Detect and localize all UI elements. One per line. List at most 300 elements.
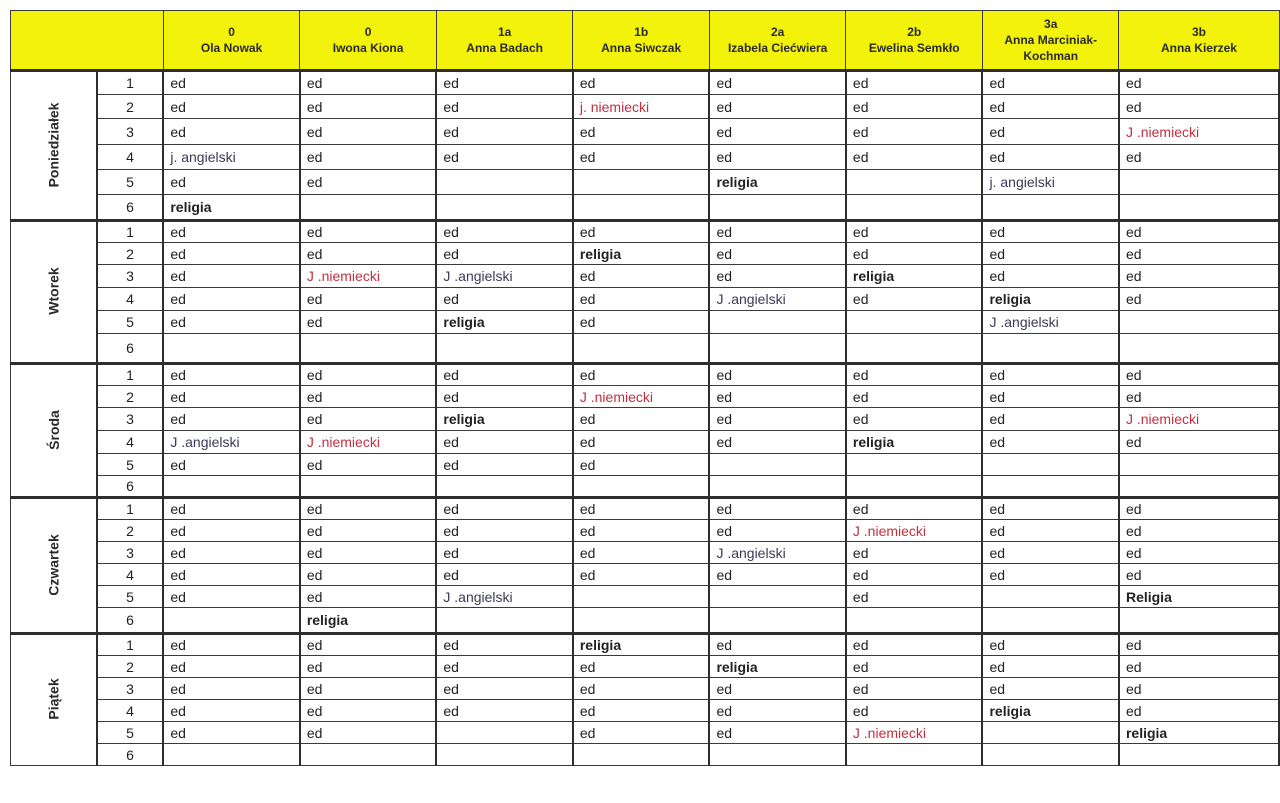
lesson-cell: ed: [709, 700, 845, 722]
lesson-cell: ed: [709, 634, 845, 656]
lesson-cell: Religia: [1119, 586, 1279, 608]
lesson-cell: ed: [163, 288, 299, 311]
lesson-cell: ed: [300, 288, 437, 311]
lesson-row: [11, 744, 1280, 766]
lesson-row: [11, 408, 1280, 431]
lesson-cell: ed: [300, 243, 437, 265]
lesson-cell: religia: [163, 195, 299, 221]
lesson-cell: ed: [163, 386, 299, 408]
lesson-cell: ed: [436, 678, 572, 700]
lesson-cell: ed: [163, 221, 299, 243]
class-code: 2a: [770, 25, 785, 39]
class-teacher: Anna Marciniak-Kochman: [1004, 33, 1098, 63]
lesson-number: 3: [97, 408, 164, 431]
header-corner: [11, 11, 164, 71]
lesson-cell: ed: [573, 364, 710, 386]
lesson-cell: [436, 744, 572, 766]
lesson-cell: J .niemiecki: [846, 520, 983, 542]
lesson-row: [11, 265, 1280, 288]
lesson-cell: ed: [300, 520, 437, 542]
lesson-cell: ed: [436, 119, 572, 145]
lesson-cell: religia: [573, 243, 710, 265]
class-header: [573, 11, 710, 71]
lesson-cell: [1119, 608, 1279, 634]
lesson-number: 5: [97, 722, 164, 744]
lesson-row: [11, 119, 1280, 145]
lesson-number: 4: [97, 431, 164, 454]
lesson-row: [11, 431, 1280, 454]
lesson-number: 5: [97, 311, 164, 334]
lesson-cell: ed: [163, 634, 299, 656]
lesson-cell: ed: [982, 520, 1118, 542]
class-code: 1b: [634, 25, 649, 39]
day-name: Piątek: [45, 678, 62, 720]
lesson-cell: ed: [982, 145, 1118, 170]
lesson-cell: [982, 722, 1118, 744]
lesson-cell: [846, 476, 983, 498]
lesson-cell: ed: [1119, 634, 1279, 656]
lesson-cell: ed: [436, 634, 572, 656]
lesson-cell: ed: [300, 564, 437, 586]
lesson-cell: [300, 476, 437, 498]
lesson-row: [11, 586, 1280, 608]
lesson-cell: religia: [436, 311, 572, 334]
lesson-number: 3: [97, 542, 164, 564]
lesson-cell: J .niemiecki: [1119, 408, 1279, 431]
lesson-cell: ed: [982, 221, 1118, 243]
lesson-cell: ed: [300, 542, 437, 564]
lesson-cell: religia: [709, 656, 845, 678]
lesson-cell: ed: [846, 364, 983, 386]
lesson-cell: [709, 454, 845, 476]
day-name: Poniedziałek: [45, 102, 62, 187]
lesson-cell: [982, 608, 1118, 634]
lesson-cell: [982, 744, 1118, 766]
lesson-row: [11, 608, 1280, 634]
lesson-cell: [163, 608, 299, 634]
lesson-cell: ed: [1119, 95, 1279, 119]
lesson-cell: ed: [300, 71, 437, 95]
lesson-cell: ed: [982, 408, 1118, 431]
class-header: [709, 11, 845, 71]
lesson-cell: ed: [1119, 564, 1279, 586]
lesson-cell: ed: [709, 722, 845, 744]
lesson-cell: [436, 608, 572, 634]
lesson-cell: ed: [436, 564, 572, 586]
lesson-number: 3: [97, 265, 164, 288]
class-code: 1a: [497, 25, 512, 39]
lesson-number: 2: [97, 243, 164, 265]
class-header: [846, 11, 983, 71]
lesson-number: 1: [97, 71, 164, 95]
lesson-cell: [1119, 195, 1279, 221]
lesson-cell: [846, 608, 983, 634]
class-header: [982, 11, 1118, 71]
lesson-cell: J .angielski: [436, 586, 572, 608]
lesson-cell: J .angielski: [709, 542, 845, 564]
class-teacher: Iwona Kiona: [332, 41, 404, 55]
lesson-cell: ed: [709, 564, 845, 586]
lesson-cell: ed: [163, 71, 299, 95]
lesson-number: 2: [97, 386, 164, 408]
lesson-cell: ed: [846, 678, 983, 700]
lesson-cell: ed: [846, 586, 983, 608]
lesson-cell: ed: [1119, 265, 1279, 288]
lesson-cell: [982, 195, 1118, 221]
lesson-cell: ed: [1119, 288, 1279, 311]
timetable: [10, 10, 1280, 766]
lesson-cell: religia: [709, 170, 845, 195]
lesson-cell: [436, 476, 572, 498]
lesson-cell: ed: [709, 243, 845, 265]
lesson-cell: ed: [163, 95, 299, 119]
lesson-number: 4: [97, 145, 164, 170]
lesson-cell: ed: [846, 95, 983, 119]
lesson-cell: ed: [709, 408, 845, 431]
lesson-cell: ed: [573, 71, 710, 95]
lesson-number: 2: [97, 95, 164, 119]
lesson-cell: ed: [163, 656, 299, 678]
lesson-cell: ed: [982, 431, 1118, 454]
lesson-cell: ed: [300, 634, 437, 656]
lesson-cell: ed: [163, 265, 299, 288]
lesson-cell: [982, 586, 1118, 608]
lesson-cell: ed: [982, 678, 1118, 700]
lesson-cell: ed: [163, 454, 299, 476]
class-header: [300, 11, 437, 71]
lesson-number: 6: [97, 608, 164, 634]
lesson-cell: ed: [436, 454, 572, 476]
class-code: 2b: [907, 25, 922, 39]
lesson-number: 5: [97, 586, 164, 608]
lesson-cell: ed: [709, 364, 845, 386]
lesson-cell: [436, 170, 572, 195]
lesson-cell: [982, 476, 1118, 498]
lesson-cell: ed: [163, 170, 299, 195]
lesson-cell: ed: [436, 288, 572, 311]
lesson-cell: ed: [709, 221, 845, 243]
lesson-cell: ed: [300, 656, 437, 678]
lesson-cell: religia: [982, 288, 1118, 311]
lesson-cell: ed: [1119, 431, 1279, 454]
lesson-cell: J .niemiecki: [300, 431, 437, 454]
lesson-cell: [709, 744, 845, 766]
lesson-cell: ed: [846, 564, 983, 586]
lesson-cell: [709, 608, 845, 634]
class-teacher: Ewelina Semkło: [868, 41, 960, 55]
lesson-cell: ed: [300, 722, 437, 744]
timetable-body: [11, 71, 1280, 766]
lesson-cell: ed: [436, 364, 572, 386]
lesson-cell: j. angielski: [982, 170, 1118, 195]
class-teacher: Anna Siwczak: [601, 41, 682, 55]
lesson-row: [11, 386, 1280, 408]
lesson-cell: [982, 454, 1118, 476]
lesson-cell: [573, 170, 710, 195]
lesson-cell: J .niemiecki: [846, 722, 983, 744]
lesson-cell: ed: [573, 700, 710, 722]
lesson-cell: ed: [846, 243, 983, 265]
lesson-cell: religia: [1119, 722, 1279, 744]
day-label-cell: [11, 71, 97, 221]
lesson-cell: ed: [300, 95, 437, 119]
lesson-cell: [709, 195, 845, 221]
lesson-cell: ed: [1119, 71, 1279, 95]
lesson-cell: ed: [300, 170, 437, 195]
lesson-row: [11, 364, 1280, 386]
day-name: Środa: [45, 409, 62, 450]
lesson-number: 1: [97, 498, 164, 520]
lesson-cell: [1119, 311, 1279, 334]
lesson-row: [11, 221, 1280, 243]
lesson-cell: ed: [163, 542, 299, 564]
lesson-cell: j. angielski: [163, 145, 299, 170]
class-code: 3a: [1044, 17, 1058, 31]
lesson-cell: [573, 608, 710, 634]
lesson-cell: ed: [573, 119, 710, 145]
class-teacher: Anna Kierzek: [1160, 41, 1237, 55]
lesson-row: [11, 145, 1280, 170]
lesson-cell: ed: [846, 119, 983, 145]
lesson-cell: ed: [709, 678, 845, 700]
lesson-cell: ed: [1119, 656, 1279, 678]
lesson-cell: [846, 311, 983, 334]
lesson-cell: ed: [300, 221, 437, 243]
lesson-cell: ed: [982, 656, 1118, 678]
lesson-row: [11, 542, 1280, 564]
lesson-number: 6: [97, 476, 164, 498]
lesson-cell: religia: [573, 634, 710, 656]
day-label-cell: [11, 221, 97, 364]
lesson-row: [11, 243, 1280, 265]
lesson-cell: ed: [573, 145, 710, 170]
lesson-cell: religia: [436, 408, 572, 431]
lesson-cell: [573, 744, 710, 766]
lesson-cell: ed: [163, 119, 299, 145]
lesson-number: 1: [97, 634, 164, 656]
lesson-cell: ed: [573, 454, 710, 476]
lesson-cell: ed: [982, 498, 1118, 520]
lesson-cell: ed: [573, 408, 710, 431]
lesson-number: 6: [97, 744, 164, 766]
lesson-cell: j. niemiecki: [573, 95, 710, 119]
class-teacher: Izabela Ciećwiera: [727, 41, 828, 55]
lesson-row: [11, 454, 1280, 476]
lesson-cell: J .angielski: [709, 288, 845, 311]
lesson-cell: ed: [163, 498, 299, 520]
lesson-cell: ed: [982, 386, 1118, 408]
lesson-cell: [436, 334, 572, 364]
lesson-cell: ed: [573, 678, 710, 700]
lesson-cell: ed: [436, 386, 572, 408]
lesson-cell: ed: [436, 243, 572, 265]
lesson-cell: J .niemiecki: [573, 386, 710, 408]
lesson-cell: [300, 744, 437, 766]
class-code: 0: [228, 25, 235, 39]
lesson-cell: religia: [982, 700, 1118, 722]
lesson-cell: ed: [982, 634, 1118, 656]
class-header: [436, 11, 572, 71]
lesson-number: 4: [97, 700, 164, 722]
lesson-cell: ed: [573, 542, 710, 564]
lesson-cell: ed: [300, 678, 437, 700]
lesson-cell: religia: [300, 608, 437, 634]
lesson-cell: ed: [573, 288, 710, 311]
lesson-cell: ed: [709, 119, 845, 145]
lesson-cell: ed: [1119, 145, 1279, 170]
lesson-cell: ed: [300, 311, 437, 334]
lesson-cell: ed: [846, 221, 983, 243]
lesson-cell: ed: [300, 145, 437, 170]
class-header: [163, 11, 299, 71]
lesson-cell: [846, 744, 983, 766]
lesson-row: [11, 71, 1280, 95]
lesson-row: [11, 700, 1280, 722]
day-label-cell: [11, 634, 97, 766]
lesson-cell: ed: [300, 408, 437, 431]
lesson-cell: ed: [1119, 678, 1279, 700]
lesson-number: 5: [97, 170, 164, 195]
lesson-cell: ed: [436, 656, 572, 678]
lesson-number: 4: [97, 564, 164, 586]
day-label-cell: [11, 364, 97, 498]
lesson-cell: ed: [436, 700, 572, 722]
lesson-row: [11, 334, 1280, 364]
lesson-cell: ed: [709, 386, 845, 408]
day-name: Wtorek: [45, 267, 62, 315]
day-label-cell: [11, 498, 97, 634]
lesson-cell: [573, 195, 710, 221]
class-code: 0: [364, 25, 372, 39]
lesson-cell: J .niemiecki: [300, 265, 437, 288]
lesson-number: 3: [97, 119, 164, 145]
lesson-cell: ed: [709, 265, 845, 288]
lesson-number: 2: [97, 656, 164, 678]
lesson-row: [11, 288, 1280, 311]
lesson-cell: ed: [300, 454, 437, 476]
lesson-cell: ed: [709, 95, 845, 119]
lesson-cell: ed: [573, 311, 710, 334]
lesson-cell: ed: [982, 265, 1118, 288]
lesson-cell: ed: [709, 71, 845, 95]
lesson-cell: [573, 334, 710, 364]
lesson-cell: religia: [846, 265, 983, 288]
lesson-cell: ed: [163, 678, 299, 700]
lesson-cell: [1119, 454, 1279, 476]
lesson-cell: ed: [300, 386, 437, 408]
lesson-cell: [163, 334, 299, 364]
lesson-cell: ed: [573, 498, 710, 520]
lesson-cell: [436, 195, 572, 221]
lesson-cell: ed: [163, 408, 299, 431]
lesson-number: 4: [97, 288, 164, 311]
lesson-cell: ed: [846, 408, 983, 431]
lesson-cell: ed: [982, 364, 1118, 386]
lesson-cell: ed: [1119, 386, 1279, 408]
lesson-cell: [709, 334, 845, 364]
lesson-cell: ed: [163, 564, 299, 586]
lesson-cell: J .angielski: [982, 311, 1118, 334]
timetable-sheet: [10, 10, 1280, 766]
lesson-cell: [1119, 334, 1279, 364]
lesson-cell: ed: [573, 520, 710, 542]
lesson-cell: ed: [846, 542, 983, 564]
lesson-cell: ed: [1119, 700, 1279, 722]
lesson-cell: ed: [436, 95, 572, 119]
lesson-cell: religia: [846, 431, 983, 454]
lesson-row: [11, 520, 1280, 542]
header-row: [11, 11, 1280, 71]
lesson-cell: J .angielski: [436, 265, 572, 288]
lesson-cell: ed: [573, 656, 710, 678]
lesson-cell: [300, 334, 437, 364]
lesson-cell: ed: [1119, 364, 1279, 386]
class-teacher: Anna Badach: [466, 41, 543, 55]
lesson-cell: ed: [300, 364, 437, 386]
lesson-cell: ed: [709, 520, 845, 542]
lesson-cell: ed: [300, 119, 437, 145]
lesson-cell: [573, 476, 710, 498]
lesson-number: 5: [97, 454, 164, 476]
class-header: [1119, 11, 1279, 71]
lesson-cell: ed: [163, 700, 299, 722]
lesson-row: [11, 564, 1280, 586]
lesson-cell: ed: [846, 634, 983, 656]
lesson-cell: ed: [573, 722, 710, 744]
lesson-cell: ed: [982, 542, 1118, 564]
lesson-cell: ed: [1119, 243, 1279, 265]
lesson-cell: ed: [846, 498, 983, 520]
lesson-cell: ed: [163, 311, 299, 334]
lesson-row: [11, 498, 1280, 520]
lesson-cell: [846, 195, 983, 221]
lesson-cell: ed: [573, 431, 710, 454]
lesson-cell: [709, 586, 845, 608]
lesson-cell: [573, 586, 710, 608]
lesson-cell: ed: [436, 498, 572, 520]
lesson-cell: J .niemiecki: [1119, 119, 1279, 145]
lesson-cell: ed: [846, 145, 983, 170]
class-code: 3b: [1191, 25, 1206, 39]
lesson-cell: ed: [163, 364, 299, 386]
lesson-cell: ed: [982, 119, 1118, 145]
lesson-cell: [163, 476, 299, 498]
lesson-cell: ed: [982, 243, 1118, 265]
lesson-cell: ed: [436, 431, 572, 454]
lesson-number: 3: [97, 678, 164, 700]
lesson-row: [11, 678, 1280, 700]
lesson-cell: [709, 311, 845, 334]
lesson-cell: [1119, 170, 1279, 195]
lesson-cell: ed: [300, 700, 437, 722]
lesson-cell: ed: [436, 71, 572, 95]
lesson-cell: [1119, 476, 1279, 498]
lesson-number: 6: [97, 334, 164, 364]
lesson-cell: ed: [709, 145, 845, 170]
lesson-cell: [982, 334, 1118, 364]
lesson-number: 6: [97, 195, 164, 221]
lesson-cell: ed: [573, 564, 710, 586]
lesson-cell: ed: [436, 542, 572, 564]
lesson-cell: [1119, 744, 1279, 766]
lesson-cell: ed: [163, 520, 299, 542]
lesson-cell: [709, 476, 845, 498]
lesson-cell: ed: [573, 265, 710, 288]
lesson-cell: ed: [436, 520, 572, 542]
lesson-cell: ed: [1119, 498, 1279, 520]
lesson-number: 1: [97, 221, 164, 243]
lesson-cell: ed: [163, 243, 299, 265]
